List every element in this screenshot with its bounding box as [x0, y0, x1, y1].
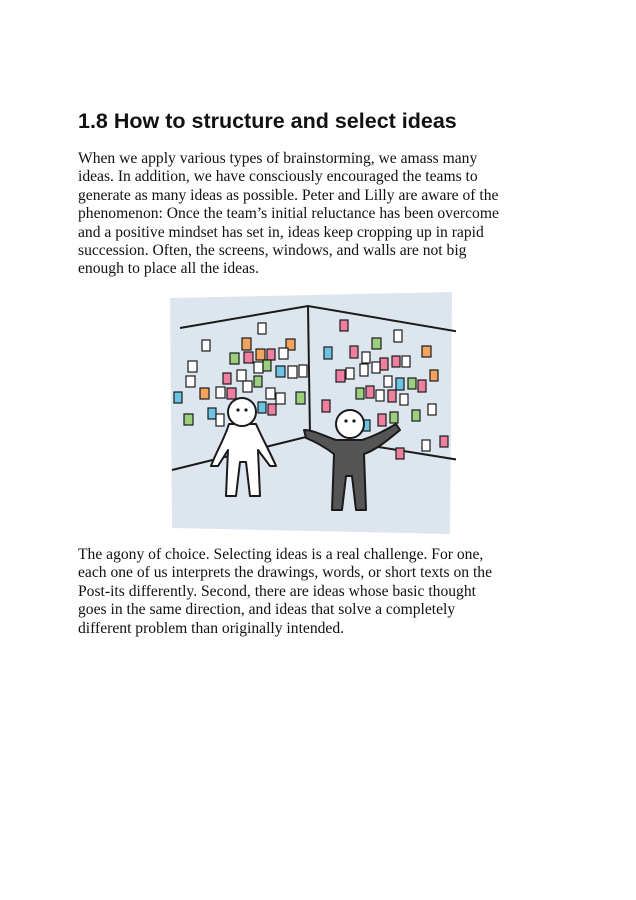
paragraph-line: goes in the same direction, and ideas that solve a completely [78, 601, 456, 619]
paragraph-line: each one of us interprets the drawings, words, or short texts on the [78, 564, 493, 582]
selection-paragraph [78, 546, 568, 638]
paragraph-line: different problem than originally intended. [78, 619, 345, 637]
paragraph-line: phenomenon: Once the team’s initial reluctance has been overcome [78, 205, 499, 223]
brainstorm-wall-illustration [166, 290, 456, 536]
illustration-svg [166, 290, 456, 536]
paragraph-line: enough to place all the ideas. [78, 260, 259, 278]
paragraph-line: The agony of choice. Selecting ideas is a real challenge. For one, [78, 546, 484, 563]
paragraph-line: Post-its differently. Second, there are ideas whose basic thought [78, 582, 476, 600]
paragraph-line: generate as many ideas as possible. Peter and Lilly are aware of the [78, 186, 499, 204]
section-heading: 1.8 How to structure and select ideas [78, 109, 457, 133]
intro-paragraph [78, 150, 568, 279]
paragraph-line: ideas. In addition, we have consciously encouraged the teams to [78, 168, 478, 186]
paragraph-line: When we apply various types of brainstorming, we amass many [78, 150, 478, 167]
paragraph-line: and a positive mindset has set in, ideas keep cropping up in rapid [78, 223, 484, 241]
paragraph-line: succession. Often, the screens, windows, and walls are not big [78, 242, 467, 260]
